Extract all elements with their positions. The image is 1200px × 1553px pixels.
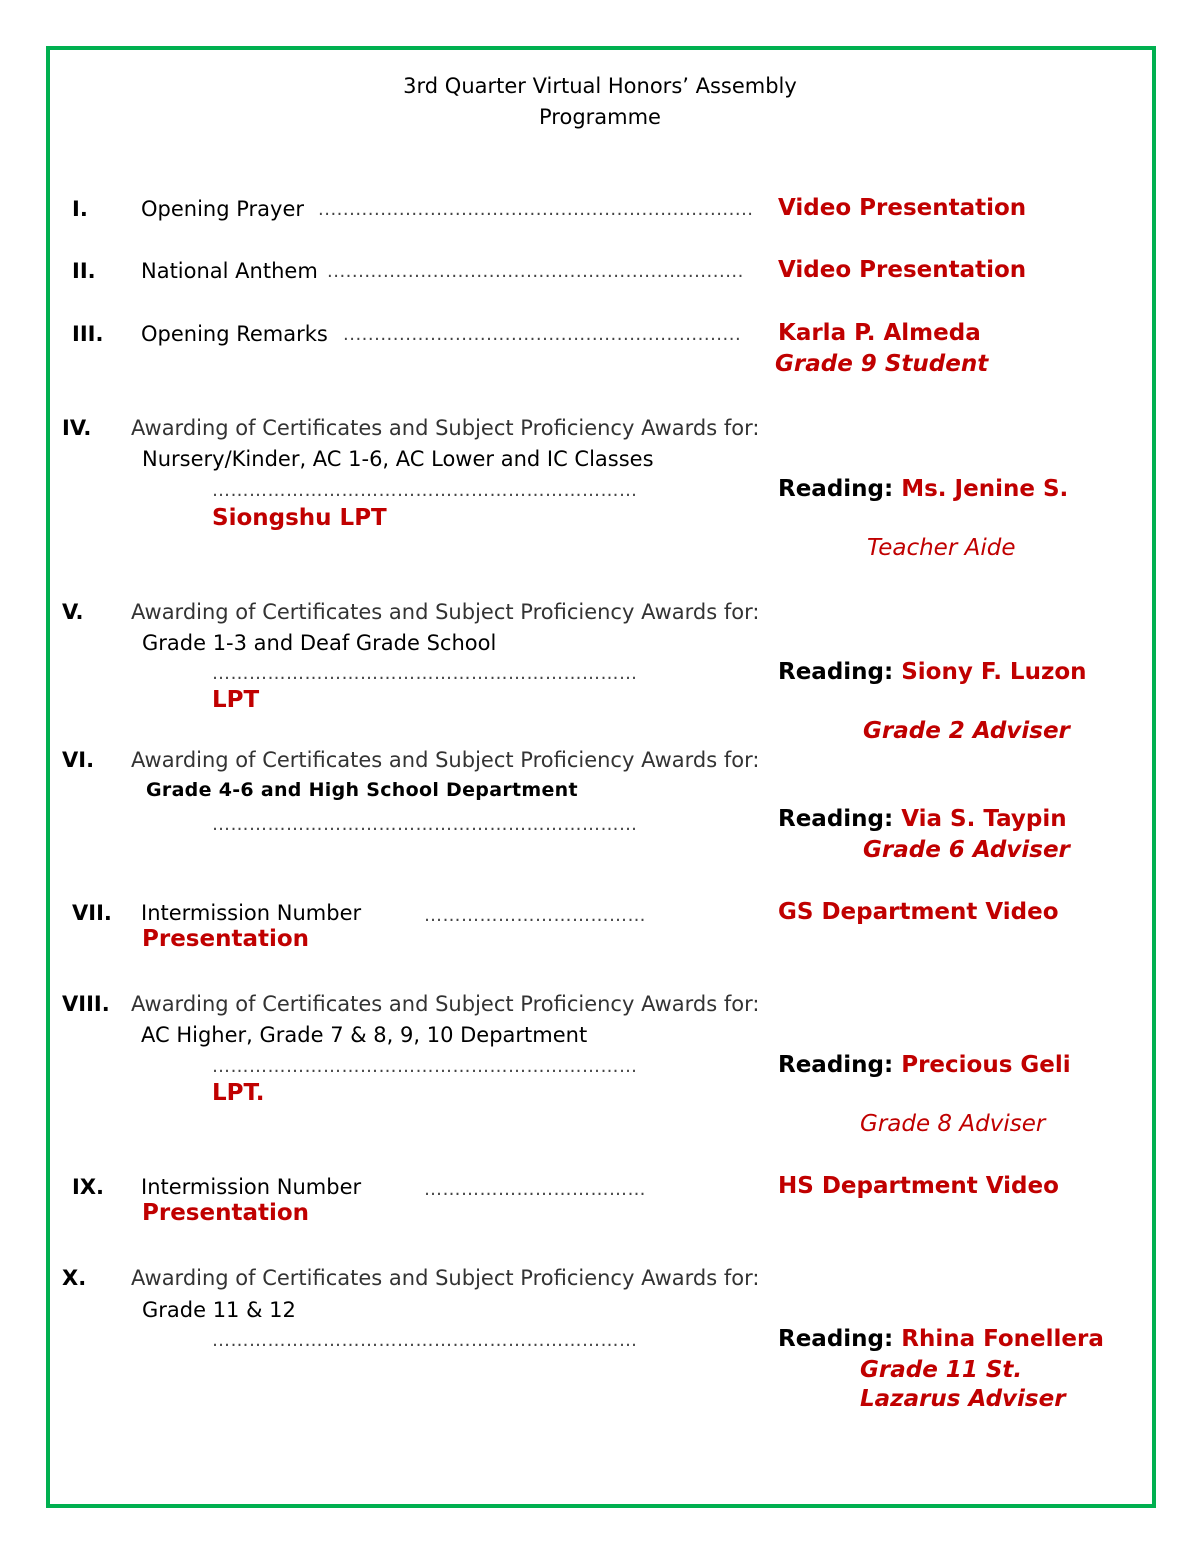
reading-label: Reading:: [778, 806, 894, 832]
item-label: Opening Prayer: [141, 197, 305, 221]
item-number: IX.: [72, 1175, 104, 1199]
item-label: Intermission Number: [141, 901, 362, 925]
award-group: Nursery/Kinder, AC 1-6, AC Lower and IC Classes: [142, 447, 654, 471]
award-group: AC Higher, Grade 7 & 8, 9, 10 Department: [141, 1023, 588, 1047]
item-label: National Anthem: [141, 259, 318, 283]
item-label: Opening Remarks: [141, 322, 328, 346]
presenter: Video Presentation: [778, 257, 1027, 283]
item-number: IV.: [62, 416, 92, 440]
reading-label: Reading:: [778, 659, 894, 685]
page-subtitle: Programme: [539, 105, 661, 129]
item-number: V.: [62, 600, 84, 624]
leader-dots: ……………………………………………………………: [212, 663, 638, 684]
item-number: VI.: [62, 748, 95, 772]
presenter: Karla P. Almeda: [778, 320, 981, 346]
leader-dots: ......................................................................: [318, 199, 754, 220]
presenter-cont: Presentation: [142, 926, 310, 952]
reader-role: Grade 2 Adviser: [863, 718, 1070, 744]
reader: [778, 1052, 1071, 1078]
item-number: II.: [72, 259, 96, 283]
leader-dots: ………………………………: [424, 905, 646, 926]
reader: [778, 806, 1067, 832]
item-number: VIII.: [62, 992, 110, 1016]
reader-role: Grade 8 Adviser: [860, 1111, 1046, 1137]
reader: [778, 659, 1087, 685]
reading-label: Reading:: [778, 1326, 894, 1352]
reader-name-cont: LPT.: [212, 1080, 265, 1106]
presenter: Video Presentation: [778, 195, 1027, 221]
item-label: Awarding of Certificates and Subject Proficiency Awards for:: [131, 1266, 760, 1290]
leader-dots: ……………………………………………………………: [212, 1330, 638, 1351]
reader-name: Siony F. Luzon: [901, 659, 1087, 685]
leader-dots: ...................................................................: [327, 261, 744, 282]
item-label: Intermission Number: [141, 1175, 362, 1199]
reader: [778, 476, 1068, 502]
leader-dots: ……………………………………………………………: [212, 1056, 638, 1077]
reader-role-cont: Lazarus Adviser: [860, 1386, 1066, 1412]
presenter-role: Grade 9 Student: [775, 351, 989, 377]
item-number: VII.: [72, 901, 112, 925]
reader-name: Via S. Taypin: [901, 806, 1067, 832]
award-group: Grade 4-6 and High School Department: [146, 779, 578, 801]
item-label: Awarding of Certificates and Subject Proficiency Awards for:: [131, 992, 760, 1016]
award-group: Grade 11 & 12: [142, 1298, 296, 1322]
leader-dots: ……………………………………………………………: [212, 814, 638, 835]
item-number: X.: [62, 1266, 87, 1290]
item-label: Awarding of Certificates and Subject Proficiency Awards for:: [131, 416, 760, 440]
reader-role: Grade 6 Adviser: [863, 837, 1070, 863]
presenter-cont: Presentation: [142, 1200, 310, 1226]
presenter: GS Department Video: [778, 899, 1059, 925]
reading-label: Reading:: [778, 1052, 894, 1078]
page-title: 3rd Quarter Virtual Honors’ Assembly: [403, 74, 797, 98]
reader-role: Grade 11 St.: [860, 1357, 1023, 1383]
reader-name: Ms. Jenine S.: [901, 476, 1069, 502]
item-number: I.: [72, 197, 88, 221]
presenter: HS Department Video: [778, 1173, 1059, 1199]
reader: [778, 1326, 1104, 1352]
reader-name: Precious Geli: [901, 1052, 1071, 1078]
item-label: Awarding of Certificates and Subject Proficiency Awards for:: [131, 600, 760, 624]
reader-name-cont: Siongshu LPT: [212, 505, 387, 531]
reading-label: Reading:: [778, 476, 894, 502]
leader-dots: ………………………………: [424, 1179, 646, 1200]
leader-dots: ................................................................: [343, 324, 742, 345]
award-group: Grade 1-3 and Deaf Grade School: [142, 631, 497, 655]
reader-name: Rhina Fonellera: [901, 1326, 1104, 1352]
item-number: III.: [72, 322, 104, 346]
reader-name-cont: LPT: [212, 687, 260, 713]
leader-dots: ……………………………………………………………: [212, 480, 638, 501]
reader-role: Teacher Aide: [867, 535, 1016, 561]
item-label: Awarding of Certificates and Subject Proficiency Awards for:: [131, 748, 760, 772]
